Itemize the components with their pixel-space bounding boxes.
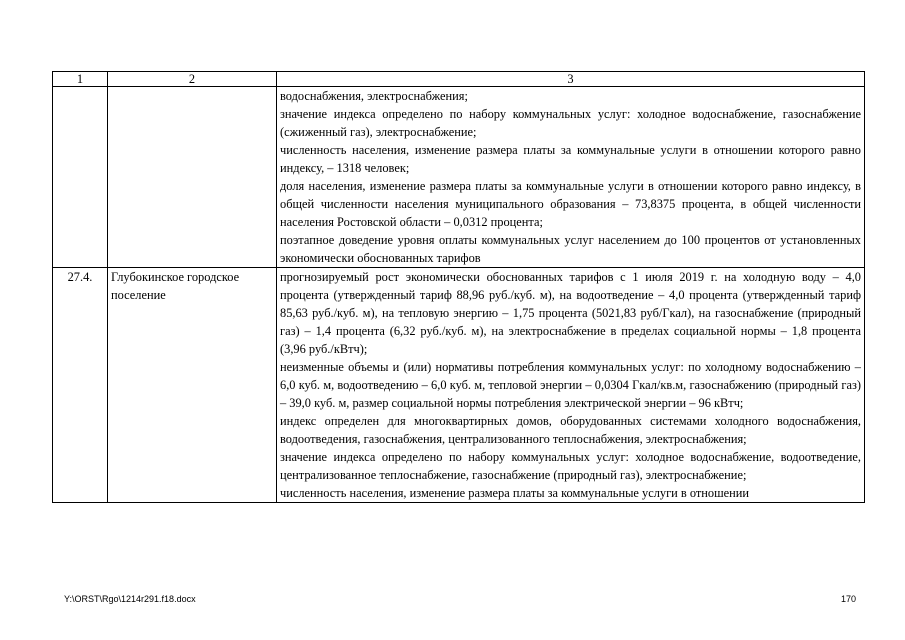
paragraph: численность населения, изменение размера платы за коммунальные услуги в отношении [280,486,750,500]
paragraph: численность населения, изменение размера платы за коммунальные услуги в отношении которого равно индексу, – 1318 человек; [280,143,861,175]
paragraph: значение индекса определено по набору коммунальных услуг: холодное водоснабжение, водоотведение, централизованное теплоснабжение, газоснабжение (природный газ), электроснабжение; [280,450,861,482]
column-header: 1 [53,72,108,87]
paragraph: прогнозируемый рост экономически обоснованных тарифов с 1 июля 2019 г. на холодную воду – 4,0 процента (утвержденный тариф 88,96 руб./куб. м), на водоотведение – 4,0 процента (утвержденный тариф 85,63 руб./куб. м), на тепловую энергию – 1,75 процента (5021,83 руб/Гкал), на газоснабжение (природный газ) – 1,4 процента (6,32 руб./куб. м), на электроснабжение в пределах социальной нормы – 1,8 процента (3,96 руб./кВтч); [280,270,861,356]
table-header-row [53,72,865,87]
paragraph: значение индекса определено по набору коммунальных услуг: холодное водоснабжение, газоснабжение (сжиженный газ), электроснабжение; [280,107,861,139]
table-row [53,87,865,268]
row-description [277,87,865,268]
row-description [277,268,865,503]
column-header: 3 [277,72,865,87]
column-header: 2 [108,72,277,87]
paragraph: поэтапное доведение уровня оплаты коммунальных услуг населением до 100 процентов от установленных экономически обоснованных тарифов [280,233,861,265]
paragraph: водоснабжения, электроснабжения; [280,89,468,103]
paragraph: доля населения, изменение размера платы за коммунальные услуги в отношении которого равно индексу, в общей численности населения муниципального образования – 73,8375 процента, в общей численности населения Ростовской области – 0,0312 процента; [280,179,861,229]
row-number: 27.4. [53,268,108,503]
table-row [53,268,865,503]
document-table [52,71,865,503]
settlement-name [108,87,277,268]
row-number [53,87,108,268]
settlement-name: Глубокинское городское поселение [108,268,277,503]
paragraph: индекс определен для многоквартирных домов, оборудованных системами холодного водоснабжения, водоотведения, газоснабжения, централизованного теплоснабжения, электроснабжения; [280,414,861,446]
footer-file-path: Y:\ORST\Rgo\1214r291.f18.docx [64,594,196,604]
paragraph: неизменные объемы и (или) нормативы потребления коммунальных услуг: по холодному водоснабжению – 6,0 куб. м, водоотведению – 6,0 куб. м, тепловой энергии – 0,0304 Гкал/кв.м, газоснабжению (природный газ) – 39,0 куб. м, размер социальной нормы потребления электрической энергии – 96 кВтч; [280,360,861,410]
footer-page-number: 170 [841,594,857,604]
